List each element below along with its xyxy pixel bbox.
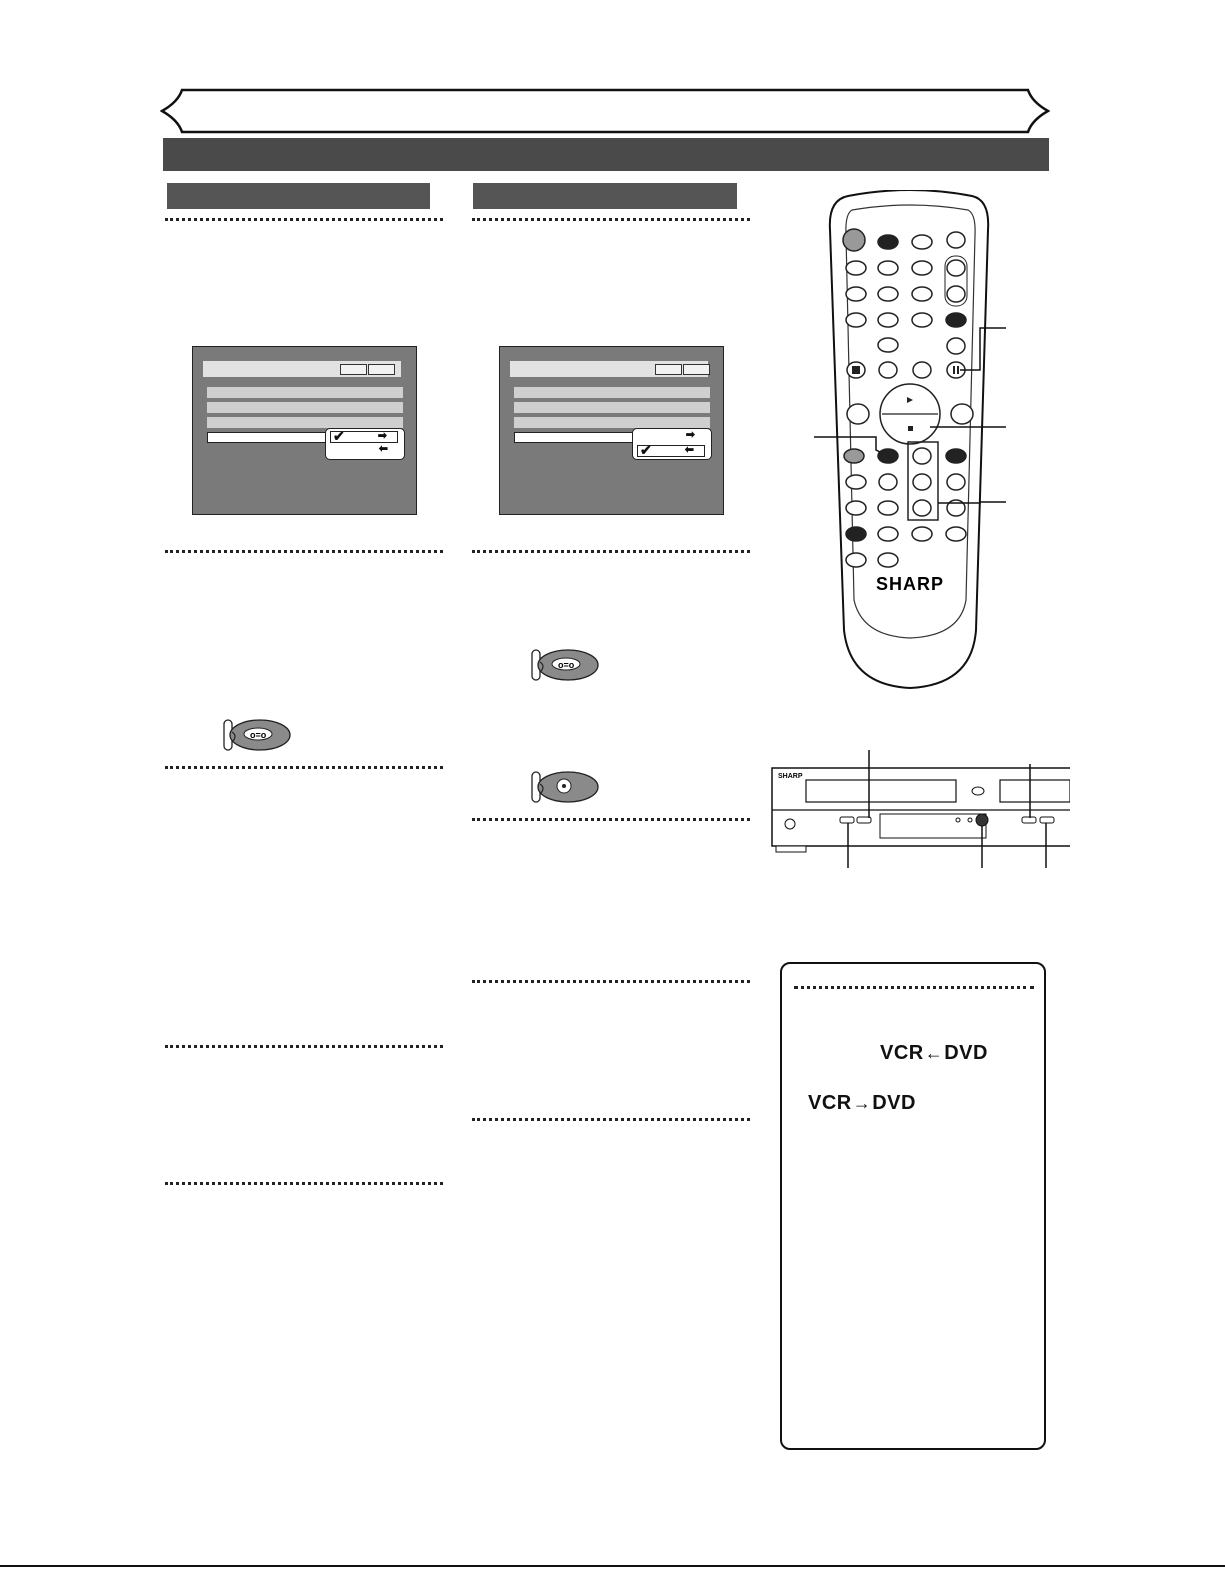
dvd-button-icon [530,768,600,808]
divider [472,218,750,221]
header-bar [163,138,1049,171]
arrow-right-icon: ➡ [685,429,695,441]
divider [165,1182,443,1185]
section-bar-right [473,183,737,209]
direction-popup [325,428,405,460]
direction-option [330,445,398,457]
divider [472,550,750,553]
arrow-left-icon: ⬅ [684,444,694,456]
arrow-left-icon: ← [924,1043,944,1063]
direction-option-selected [637,442,705,458]
divider [472,1118,750,1121]
divider [165,1045,443,1048]
arrow-right-icon: ➡ [377,430,387,442]
osd-title-bar [510,361,708,377]
remote-brand-logo: SHARP [875,574,945,594]
divider [472,980,750,983]
direction-popup [632,428,712,460]
vcr-to-dvd-label: VCR→DVD [808,1092,916,1114]
svg-text:SHARP: SHARP [778,773,803,780]
check-icon: ✔ [333,428,345,444]
vcr-button-icon [222,716,292,756]
arrow-right-icon: → [852,1093,872,1113]
vcr-from-dvd-label: VCR←DVD [880,1042,988,1064]
osd-title-bar [203,361,401,377]
osd-screen-right [499,346,724,515]
svg-text:o=o: o=o [558,660,575,670]
divider [165,218,443,221]
osd-screen-left [192,346,417,515]
section-bar-left [167,183,430,209]
check-icon: ✔ [640,442,652,458]
side-note-panel [780,962,1046,1450]
top-banner [160,88,1050,134]
divider [794,986,1034,989]
divider [165,766,443,769]
footer-rule [0,1565,1225,1567]
arrow-left-icon: ⬅ [378,443,388,455]
vcr-button-icon [530,646,600,686]
remote-control [810,190,1010,700]
divider [165,550,443,553]
unit-front-panel [770,750,1070,870]
svg-text:o=o: o=o [250,730,267,740]
divider [472,818,750,821]
